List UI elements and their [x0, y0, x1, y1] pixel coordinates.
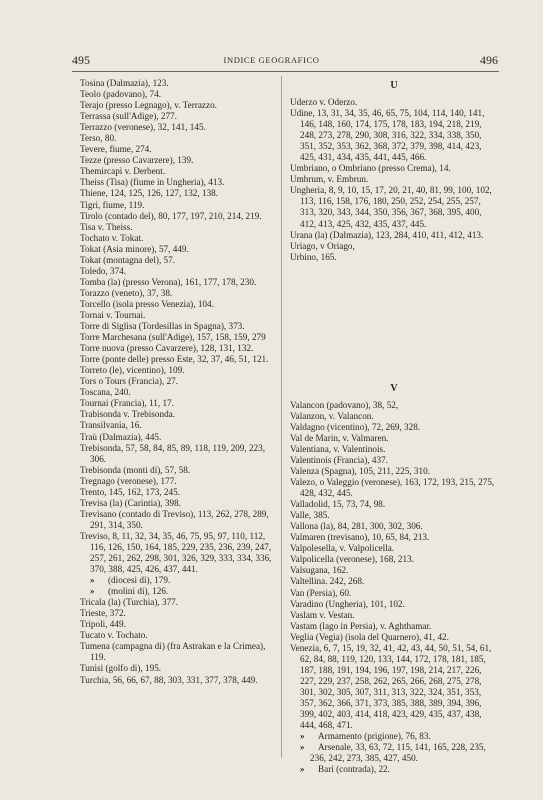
header-rule: [72, 71, 499, 72]
index-entry: Traù (Dalmazia), 445.: [80, 431, 162, 442]
index-entry: Teolo (padovano), 74.: [80, 89, 161, 100]
index-entry: Tosina (Dalmazia), 123.: [80, 78, 169, 88]
index-entry: Venezia, 6, 7, 15, 19, 32, 41, 42, 43, 44, 50, 51, 54, 61, 62, 84, 88, 119, 120, 133, 144, 172, 178, 181, 185, 187, 188, 191, 194, 196, 197, 198, 214, 217, 226, 227, 229, 237, 258, 262, 265, 266, 268, 275, 278, 301, 302, 305, 307, 311, 313, 322, 324, 351, 353, 357, 362, 366, 371, 373, 385, 388, 389, 394, 396, 399, 402, 403, 414, 418, 423, 429, 435, 437, 438, 444, 468, 471.: [290, 642, 492, 731]
index-entry: Tevere, fiume, 274.: [80, 144, 152, 155]
index-entry: Toledo, 374.: [80, 265, 127, 276]
index-entry: Vastam (lago in Persia), v. Aghthamar.: [290, 620, 432, 631]
index-entry: Valancon (padovano), 38, 52,: [290, 399, 399, 410]
index-entry: Val de Marin, v. Valmaren.: [290, 432, 389, 443]
index-entry: Umbriano, o Ombriano (presso Crema), 14.: [290, 163, 451, 174]
index-entry: Tezze (presso Cavarzere), 139.: [80, 155, 194, 166]
index-entry: Trento, 145, 162, 173, 245.: [80, 486, 180, 497]
index-entry: Ungheria, 8, 9, 10, 15, 17, 20, 21, 40, 81, 99, 100, 102, 113, 116, 158, 176, 180, 250, 252, 254, 255, 257, 313, 320, 343, 344, 350, 356, 367, 368, 395, 400, 412, 413, 425, 432, 435, 437, 445.: [290, 185, 492, 229]
index-entry: Tucato v. Tochato.: [80, 630, 148, 641]
ditto-mark: »: [300, 764, 305, 775]
column-divider: [281, 76, 282, 758]
subentry-text: Arsenale, 33, 63, 72, 115, 141, 165, 228, 235, 236, 242, 273, 385, 427, 450.: [310, 742, 486, 764]
ditto-mark: »: [90, 586, 95, 597]
index-entry: Tripoli, 449.: [80, 619, 126, 630]
index-entry: Torcello (isola presso Venezia), 104.: [80, 298, 214, 309]
index-entry: Trebisonda (monti di), 57, 58.: [80, 464, 191, 475]
index-entry: Torre Marchesana (sull'Adige), 157, 158, 159, 279: [80, 332, 266, 343]
left-column: [80, 78, 276, 686]
index-entry: Valpolicella (veronese), 168, 213.: [290, 554, 414, 565]
index-entry: Urana (la) (Dalmazia), 123, 284, 410, 411, 412, 413.: [290, 229, 484, 240]
index-entry: Turchia, 56, 66, 67, 88, 303, 331, 377, 378, 449.: [80, 674, 258, 685]
index-entry: Valentiana, v. Valentinois.: [290, 443, 386, 454]
index-entry: Trevisano (contado di Treviso), 113, 262, 278, 289, 291, 314, 350.: [80, 508, 269, 530]
index-entry: Transilvania, 16.: [80, 420, 142, 431]
section-letter: U: [390, 80, 398, 91]
index-entry: Tournai (Francia), 11, 17.: [80, 398, 174, 409]
index-entry: Terrazzo (veronese), 32, 141, 145.: [80, 122, 206, 133]
ditto-mark: »: [90, 575, 95, 586]
subentry-text: (molini di), 126.: [108, 586, 169, 597]
index-entry: Valmaren (trevisano), 10, 65, 84, 213.: [290, 532, 430, 543]
index-entry: Valezo, o Valeggio (veronese), 163, 172, 193, 215, 275, 428, 432, 445.: [290, 477, 495, 499]
page-number-left: 495: [72, 53, 90, 67]
index-subentry: [290, 742, 498, 764]
index-entry: Varadino (Ungheria), 101, 102.: [290, 598, 405, 609]
index-entry: Terajo (presso Legnago), v. Terrazzo.: [80, 100, 217, 111]
index-entry: Theiss (Tisa) (fiume in Ungheria), 413.: [80, 177, 225, 188]
index-entry: Tokat (Asia minore), 57, 449.: [80, 243, 189, 254]
index-entry: Valtellina. 242, 268.: [290, 576, 365, 587]
index-entry: Valladolid, 15, 73, 74, 98.: [290, 499, 386, 510]
right-column: [290, 78, 498, 775]
index-entry: Tirolo (contado del), 80, 177, 197, 210, 214, 219.: [80, 210, 262, 221]
subentry-text: Bari (contrada), 22.: [318, 764, 390, 775]
index-entry: Vaslam v. Vestan.: [290, 609, 355, 620]
index-entry: Torre (ponte delle) presso Este, 32, 37, 46, 51, 121.: [80, 354, 269, 365]
index-subentry: [80, 575, 276, 586]
index-entry: Uderzo v. Oderzo.: [290, 97, 358, 107]
index-entry: Torazzo (veneto), 37, 38.: [80, 287, 173, 298]
index-entry: Tisa v. Theiss.: [80, 221, 133, 232]
index-entry: Udine, 13, 31, 34, 35, 46, 65, 75, 104, 114, 140, 141, 146, 148, 160, 174, 175, 178, 183, 194, 218, 219, 248, 273, 278, 290, 308, 316, 322, 334, 338, 350, 351, 352, 353, 362, 368, 372, 379, 398, 414, 423, 425, 431, 434, 435, 441, 445, 466.: [290, 108, 485, 163]
index-entry: Valpolesella, v. Valpolicella.: [290, 543, 395, 554]
index-entry: Veglia (Vegia) (isola del Quarnero), 41, 42.: [290, 631, 449, 642]
index-entry: Tumena (campagna di) (fra Astrakan e la Crimea), 119.: [80, 641, 266, 663]
index-entry: Torreto (le), vicentino), 109.: [80, 365, 185, 376]
index-subentry: [290, 731, 498, 742]
running-header: [0, 53, 543, 69]
index-entry: Van (Persia), 60.: [290, 587, 352, 598]
index-entry: Tomba (la) (presso Verona), 161, 177, 178, 230.: [80, 276, 257, 287]
index-entry: Toscana, 240.: [80, 387, 131, 398]
index-entry: Trebisonda, 57, 58, 84, 85, 89, 118, 119, 209, 223, 306.: [80, 442, 266, 464]
ditto-mark: »: [300, 731, 305, 742]
index-entry: Thiene, 124, 125, 126, 127, 132, 138.: [80, 188, 219, 199]
section-spacer: [290, 263, 498, 381]
ditto-mark: »: [300, 742, 305, 753]
subentry-text: Armamento (prigione), 76, 83.: [318, 731, 431, 742]
page-number-right: 496: [480, 53, 498, 67]
index-entry: Trieste, 372.: [80, 608, 126, 619]
index-entry: Valenza (Spagna), 105, 211, 225, 310.: [290, 465, 430, 476]
index-entry: Terso, 80.: [80, 133, 117, 144]
index-entry: Trabisonda v. Trebisonda.: [80, 409, 176, 420]
index-entry: Torre nuova (presso Cavarzere), 128, 131, 132.: [80, 343, 254, 354]
index-entry: Tokat (montagna del), 57.: [80, 254, 176, 265]
index-entry: Tochato v. Tokat.: [80, 232, 144, 243]
index-entry: Tors o Tours (Francia), 27.: [80, 376, 179, 387]
index-entry: Tricala (la) (Turchia), 377.: [80, 597, 179, 608]
section-letter: V: [390, 382, 398, 394]
index-entry: Valanzon, v. Valancon.: [290, 410, 374, 421]
index-subentry: [80, 586, 276, 597]
index-entry: Tigri, fiume, 119.: [80, 199, 145, 210]
index-entry: Valsugana, 162.: [290, 565, 349, 576]
index-entry: Terrassa (sull'Adige), 277.: [80, 111, 177, 122]
index-entry: Valentinois (Francia), 437.: [290, 454, 388, 465]
index-entry: Themircapì v. Derbent.: [80, 166, 166, 177]
subentry-text: (diocesi di), 179.: [108, 575, 171, 586]
index-entry: Torre di Siglisa (Tordesillas in Spagna), 373.: [80, 321, 245, 332]
index-entry: Urbino, 165.: [290, 251, 337, 262]
index-entry: Uriago, v Oriago,: [290, 240, 355, 251]
index-subentry: [290, 764, 498, 775]
index-entry: Umbrum, v. Embrun.: [290, 174, 369, 185]
index-entry: Vallona (la), 84, 281, 300, 302, 306.: [290, 521, 423, 532]
index-entry: Treviso, 8, 11, 32, 34, 35, 46, 75, 95, 97, 110, 112, 116, 126, 150, 164, 185, 229, 235, 236, 239, 247, 257, 261, 262, 298, 301, 326, 329, 333, 334, 336, 370, 388, 425, 426, 437, 441.: [80, 530, 272, 575]
index-entry: Valle, 385.: [290, 510, 330, 521]
index-entry: Tunisi (golfo di), 195.: [80, 663, 162, 674]
running-title: INDICE GEOGRAFICO: [223, 55, 320, 65]
index-entry: Tregnago (veronese), 177.: [80, 475, 177, 486]
index-entry: Valdagno (vicentino), 72, 269, 328.: [290, 421, 421, 432]
index-entry: Trevisa (la) (Carintia), 398.: [80, 497, 181, 508]
index-entry: Tornai v. Tournai.: [80, 309, 146, 320]
